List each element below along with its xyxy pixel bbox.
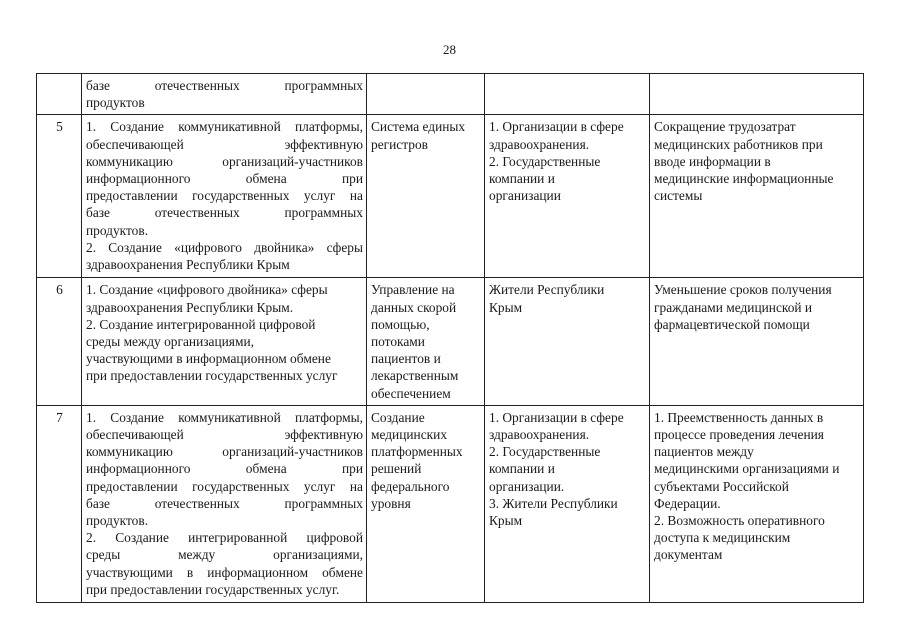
cell-line: медицинскими организациями и (654, 461, 840, 477)
cell-line: Крым (489, 299, 523, 315)
cell-line: 2. Создание «цифрового двойника» сферы (86, 239, 363, 255)
effect-cell (650, 115, 864, 278)
cell-line: 1. Организации в сфере (489, 409, 624, 425)
cell-line: среды между организациями, (86, 334, 254, 350)
cell-line: организации. (489, 478, 565, 494)
participants-cell (485, 74, 650, 115)
cell-line: участвующими в информационном обмене (86, 564, 363, 580)
cell-line: 2. Создание интегрированной цифровой (86, 530, 363, 546)
cell-line: системы (654, 188, 703, 204)
cell-line: информационного обмена при (86, 171, 363, 187)
cell-line: 2. Возможность оперативного (654, 513, 825, 529)
cell-line: 1. Создание «цифрового двойника» сферы (86, 282, 328, 298)
cell-line: обеспечивающей эффективную (86, 136, 363, 152)
cell-line: здравоохранения Республики Крым. (86, 299, 294, 315)
measures-cell (82, 405, 367, 602)
cell-line: 3. Жители Республики (489, 495, 618, 511)
cell-line: коммуникацию организаций-участников (86, 444, 363, 460)
cell-line: коммуникацию организаций-участников (86, 153, 363, 169)
cell-line: компании и (489, 461, 555, 477)
cell-line: среды между организациями, (86, 547, 363, 563)
cell-line: продуктов. (86, 222, 149, 238)
cell-line: базе отечественных программных (86, 205, 363, 221)
cell-line: потоками (371, 334, 425, 350)
cell-line: базе отечественных программных (86, 495, 363, 511)
row-number-cell: 6 (37, 278, 82, 405)
system-cell (367, 278, 485, 405)
cell-line: при предоставлении государственных услуг. (86, 581, 340, 597)
cell-line: 2. Государственные (489, 153, 601, 169)
cell-line: федерального (371, 478, 450, 494)
cell-line: 2. Государственные (489, 444, 601, 460)
cell-line: медицинские информационные (654, 171, 834, 187)
cell-line: лекарственным (371, 368, 459, 384)
cell-line: данных скорой (371, 299, 457, 315)
cell-line: медицинских (371, 427, 448, 443)
cell-line: пациентов между (654, 444, 754, 460)
measures-cell (82, 74, 367, 115)
cell-line: 1. Преемственность данных в (654, 409, 824, 425)
system-cell (367, 405, 485, 602)
cell-line: Федерации. (654, 495, 721, 511)
cell-line: предоставлении государственных услуг на (86, 188, 363, 204)
row-number-cell: 7 (37, 405, 82, 602)
cell-line: 1. Организации в сфере (489, 119, 624, 135)
cell-line: Создание (371, 409, 425, 425)
cell-line: здравоохранения Республики Крым (86, 257, 290, 273)
cell-line: пациентов и (371, 351, 441, 367)
cell-line: Сокращение трудозатрат (654, 119, 796, 135)
cell-line: фармацевтической помощи (654, 316, 810, 332)
cell-line: при предоставлении государственных услуг (86, 368, 338, 384)
cell-line: здравоохранения. (489, 427, 590, 443)
cell-line: Уменьшение сроков получения (654, 282, 832, 298)
cell-line: 1. Создание коммуникативной платформы, (86, 409, 363, 425)
cell-line: продуктов (86, 95, 145, 111)
cell-line: процессе проведения лечения (654, 427, 824, 443)
cell-line: базе отечественных программных (86, 78, 363, 93)
cell-line: обеспечением (371, 385, 451, 401)
system-cell (367, 115, 485, 278)
cell-line: Жители Республики (489, 282, 605, 298)
table-row (37, 115, 864, 278)
cell-line: организации (489, 188, 561, 204)
cell-line: предоставлении государственных услуг на (86, 478, 363, 494)
cell-line: здравоохранения. (489, 136, 590, 152)
cell-line: медицинских работников при (654, 136, 823, 152)
cell-line: решений (371, 461, 422, 477)
cell-line: субъектами Российской (654, 478, 789, 494)
cell-line: 1. Создание коммуникативной платформы, (86, 119, 363, 135)
participants-cell (485, 405, 650, 602)
cell-line: 2. Создание интегрированной цифровой (86, 316, 316, 332)
cell-line: участвующими в информационном обмене (86, 351, 331, 367)
cell-line: продуктов. (86, 513, 149, 529)
cell-line: Управление на (371, 282, 455, 298)
cell-line: вводе информации в (654, 153, 771, 169)
table-row (37, 74, 864, 115)
cell-line: информационного обмена при (86, 461, 363, 477)
row-number-cell: 5 (37, 115, 82, 278)
cell-line: гражданами медицинской и (654, 299, 813, 315)
system-cell (367, 74, 485, 115)
cell-line: обеспечивающей эффективную (86, 427, 363, 443)
page-number: 28 (443, 42, 456, 57)
table-row (37, 405, 864, 602)
effect-cell (650, 405, 864, 602)
cell-line: доступа к медицинским (654, 530, 791, 546)
measures-cell (82, 278, 367, 405)
cell-line: платформенных (371, 444, 463, 460)
measures-table (36, 73, 864, 603)
effect-cell (650, 278, 864, 405)
row-number-cell (37, 74, 82, 115)
cell-line: Крым (489, 513, 523, 529)
table-row (37, 278, 864, 405)
cell-line: регистров (371, 136, 428, 152)
effect-cell (650, 74, 864, 115)
cell-line: уровня (371, 495, 411, 511)
cell-line: документам (654, 547, 723, 563)
cell-line: компании и (489, 171, 555, 187)
cell-line: Система единых (371, 119, 466, 135)
cell-line: помощью, (371, 316, 430, 332)
participants-cell (485, 115, 650, 278)
participants-cell (485, 278, 650, 405)
measures-cell (82, 115, 367, 278)
